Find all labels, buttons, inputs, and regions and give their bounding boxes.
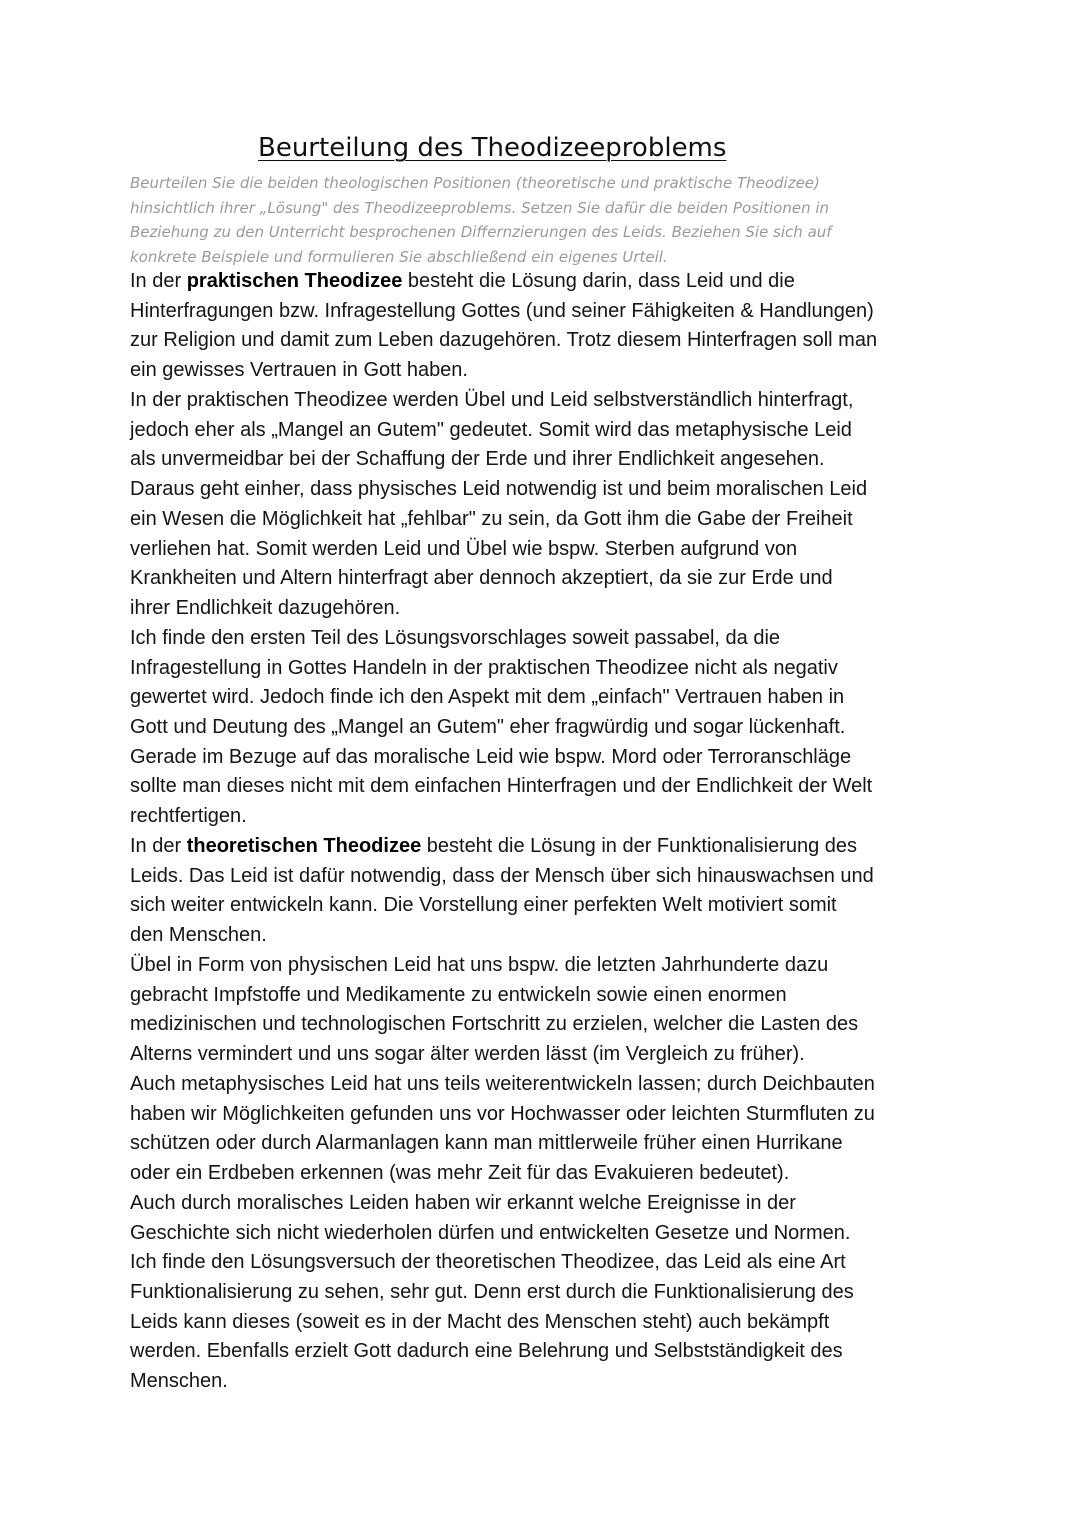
text-line: gebracht Impfstoffe und Medikamente zu entwickeln sowie einen enormen [130,983,787,1006]
task-line: konkrete Beispiele und formulieren Sie abschließend ein eigenes Urteil. [130,248,668,267]
text-line: sollte man dieses nicht mit dem einfachen Hinterfragen und der Endlichkeit der Welt [130,775,873,798]
line-text: In der [130,834,187,857]
text-line: ihrer Endlichkeit dazugehören. [130,597,401,620]
text-line: haben wir Möglichkeiten gefunden uns vor Hochwasser oder leichten Sturmfluten zu [130,1102,875,1125]
essay-body [130,267,960,1397]
text-line: rechtfertigen. [130,805,247,828]
text-line: verliehen hat. Somit werden Leid und Übel wie bspw. Sterben aufgrund von [130,537,798,560]
text-line: gewertet wird. Jedoch finde ich den Aspekt mit dem „einfach" Vertrauen haben in [130,686,845,709]
bold-term: praktischen Theodizee [186,270,403,292]
line-text: besteht die Lösung darin, dass Leid und die [402,270,795,292]
text-line: Gerade im Bezuge auf das moralische Leid wie bspw. Mord oder Terroranschläge [130,745,852,768]
text-line: ein gewisses Vertrauen in Gott haben. [130,359,468,382]
task-line: Beurteilen Sie die beiden theologischen Positionen (theoretische und praktische Theodizee) [130,174,820,192]
text-line: oder ein Erdbeben erkennen (was mehr Zeit für das Evakuieren bedeutet). [130,1162,790,1185]
text-line: Infragestellung in Gottes Handeln in der praktischen Theodizee nicht als negativ [130,656,838,679]
text-line: Leids. Das Leid ist dafür notwendig, dass der Mensch über sich hinauswachsen und [130,864,874,887]
text-line: Hinterfragungen bzw. Infragestellung Gottes (und seiner Fähigkeiten & Handlungen) [130,299,874,322]
text-line: Leids kann dieses (soweit es in der Macht des Menschen steht) auch bekämpft [130,1310,830,1333]
document-title: Beurteilung des Theodizeeproblems [258,133,727,163]
line-text: In der [130,270,187,292]
text-line: Geschichte sich nicht wiederholen dürfen und entwickelten Gesetze und Normen. [130,1221,851,1244]
bold-term: theoretischen Theodizee [186,834,422,857]
text-line [130,832,960,862]
text-line: als unvermeidbar bei der Schaffung der Erde und ihrer Endlichkeit angesehen. [130,448,825,471]
text-line: ein Wesen die Möglichkeit hat „fehlbar" zu sein, da Gott ihm die Gabe der Freiheit [130,507,853,530]
text-line: den Menschen. [130,924,267,947]
text-line: werden. Ebenfalls erzielt Gott dadurch eine Belehrung und Selbstständigkeit des [130,1340,843,1363]
text-line: Krankheiten und Altern hinterfragt aber dennoch akzeptiert, da sie zur Erde und [130,567,833,590]
text-line: Auch durch moralisches Leiden haben wir erkannt welche Ereignisse in der [130,1191,796,1214]
text-line: Ich finde den ersten Teil des Lösungsvorschlages soweit passabel, da die [130,626,781,649]
task-instructions [130,171,960,270]
text-line: zur Religion und damit zum Leben dazugehören. Trotz diesem Hinterfragen soll man [130,329,878,352]
text-line: schützen oder durch Alarmanlagen kann man mittlerweile früher einen Hurrikane [130,1132,843,1155]
text-line: Menschen. [130,1370,228,1393]
text-line: sich weiter entwickeln kann. Die Vorstellung einer perfekten Welt motiviert somit [130,894,837,917]
text-line: medizinischen und technologischen Fortschritt zu erzielen, welcher die Lasten des [130,1013,859,1036]
text-line: Daraus geht einher, dass physisches Leid notwendig ist und beim moralischen Leid [130,478,868,501]
text-line: Alterns vermindert und uns sogar älter werden lässt (im Vergleich zu früher). [130,1043,805,1066]
task-line: hinsichtlich ihrer „Lösung" des Theodizeeproblems. Setzen Sie dafür die beiden Positionen in [130,198,830,217]
text-line: In der praktischen Theodizee werden Übel und Leid selbstverständlich hinterfragt, [130,388,854,411]
text-line: Ich finde den Lösungsversuch der theoretischen Theodizee, das Leid als eine Art [130,1251,846,1274]
text-line: Übel in Form von physischen Leid hat uns bspw. die letzten Jahrhunderte dazu [130,953,829,976]
text-line: Funktionalisierung zu sehen, sehr gut. Denn erst durch die Funktionalisierung des [130,1280,854,1303]
text-line: Gott und Deutung des „Mangel an Gutem" eher fragwürdig und sogar lückenhaft. [130,716,846,739]
task-line: Beziehung zu den Unterricht besprochenen Differnzierungen des Leids. Beziehen Sie sich auf [130,223,832,242]
text-line [130,267,960,297]
text-line: Auch metaphysisches Leid hat uns teils weiterentwickeln lassen; durch Deichbauten [130,1072,875,1095]
line-text: besteht die Lösung in der Funktionalisierung des [421,834,858,857]
text-line: jedoch eher als „Mangel an Gutem" gedeutet. Somit wird das metaphysische Leid [130,418,852,441]
